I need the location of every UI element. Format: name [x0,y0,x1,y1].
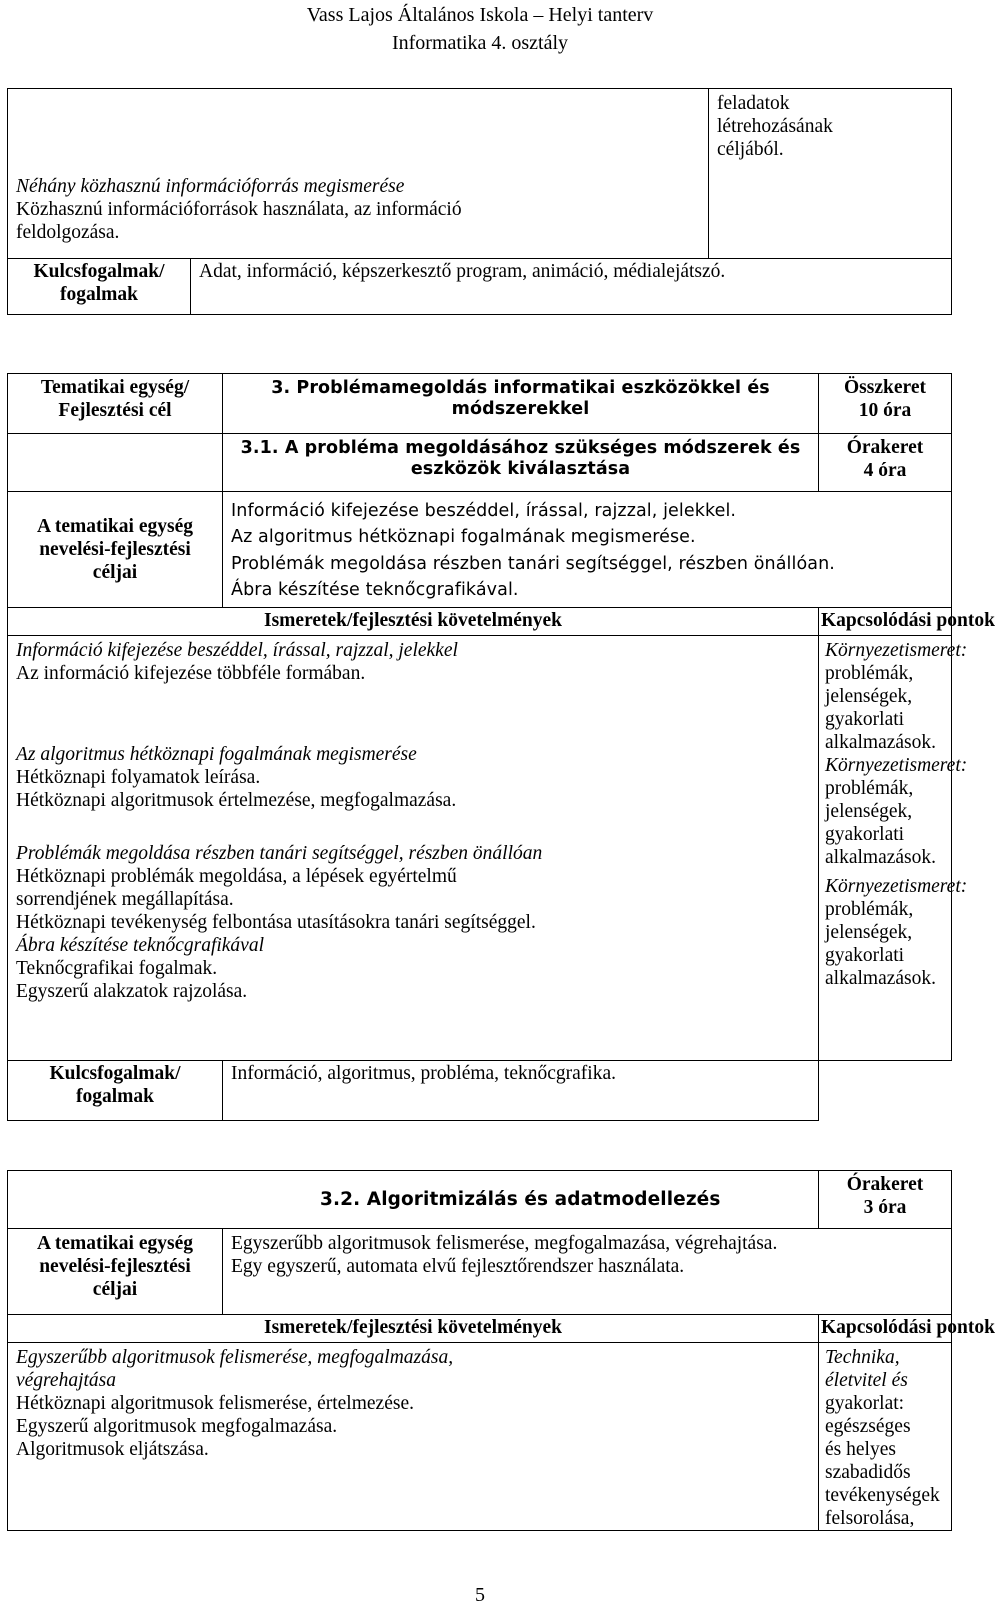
header-subject: Informatika 4. osztály [391,32,569,54]
table-unit-3-1 [7,373,995,1121]
unit-label: Tematikai egység/ Fejlesztési cél [8,374,223,434]
requirements-header: Ismeretek/fejlesztési követelmények [8,1315,819,1343]
keywords-label: Kulcsfogalmak/ fogalmak [8,1061,223,1121]
cell-prev-topic: Néhány közhasznú információforrás megismerése Közhasznú információforrások használata, az információ feldolgozása. [8,89,709,259]
page-number: 5 [475,1584,485,1606]
subunit-title: 3.1. A probléma megoldásához szükséges módszerek és eszközök kiválasztása [223,434,819,492]
keywords-text: Adat, információ, képszerkesztő program, animáció, médialejátszó. [191,259,952,315]
table-unit-3-2 [7,1170,995,1531]
connections-list: Technika, életvitel és gyakorlat: egészséges és helyes szabadidős tevékenységek felsorolása, [819,1343,952,1531]
goals-list: Információ kifejezése beszéddel, írással, rajzzal, jelekkel. Az algoritmus hétköznapi fogalmának megismerése. Problémák megoldása részben tanári segítséggel, részben önállóan. Ábra készítése teknőcgrafikával. [223,492,952,608]
unit-title: 3. Problémamegoldás informatikai eszközökkel és módszerekkel [223,374,819,434]
requirements-header: Ismeretek/fejlesztési követelmények [8,608,819,636]
connections-header: Kapcsolódási pontok [819,1315,952,1343]
cell-prev-connection: feladatok létrehozásának céljából. [709,89,952,259]
keywords-text: Információ, algoritmus, probléma, teknőcgrafika. [223,1061,819,1121]
keywords-label: Kulcsfogalmak/ fogalmak [8,259,191,315]
unit-hours: Órakeret 3 óra [819,1171,952,1229]
goals-label: A tematikai egység nevelési-fejlesztési céljai [8,492,223,608]
subunit-hours: Órakeret 4 óra [819,434,952,492]
header-school: Vass Lajos Általános Iskola – Helyi tanterv [306,4,654,26]
goals-list: Egyszerűbb algoritmusok felismerése, megfogalmazása, végrehajtása. Egy egyszerű, automata elvű fejlesztőrendszer használata. [223,1229,952,1315]
connections-header: Kapcsolódási pontok [819,608,952,636]
unit-title: 3.2. Algoritmizálás és adatmodellezés [223,1171,819,1229]
requirements-list: Egyszerűbb algoritmusok felismerése, megfogalmazása, végrehajtása Hétköznapi algoritmusok felismerése, értelmezése. Egyszerű algoritmusok megfogalmazása. Algoritmusok eljátszása. [8,1343,819,1531]
connections-list: Környezetismeret: problémák, jelenségek, gyakorlati alkalmazások. Környezetismeret: problémák, jelenségek, gyakorlati alkalmazások. Környezetismeret: problémák, jelenségek, gyakorlati alkalmazások. [819,636,952,1061]
requirements-list: Információ kifejezése beszéddel, írással, rajzzal, jelekkel Az információ kifejezése többféle formában. Az algoritmus hétköznapi fogalmának megismerése Hétköznapi folyamatok leírása. Hétköznapi algoritmusok értelmezése, megfogalmazása. Problémák megoldása részben tanári segítséggel, részben önállóan Hétköznapi problémák megoldása, a lépések egyértelmű sorrendjének megállapítása. Hétköznapi tevékenység felbontása utasításokra tanári segítséggel. Ábra készítése teknőcgrafikával Teknőcgrafikai fogalmak. Egyszerű alakzatok rajzolása. [8,636,819,1061]
table-continuation [7,88,952,315]
total-hours: Összkeret 10 óra [819,374,952,434]
goals-label: A tematikai egység nevelési-fejlesztési céljai [8,1229,223,1315]
